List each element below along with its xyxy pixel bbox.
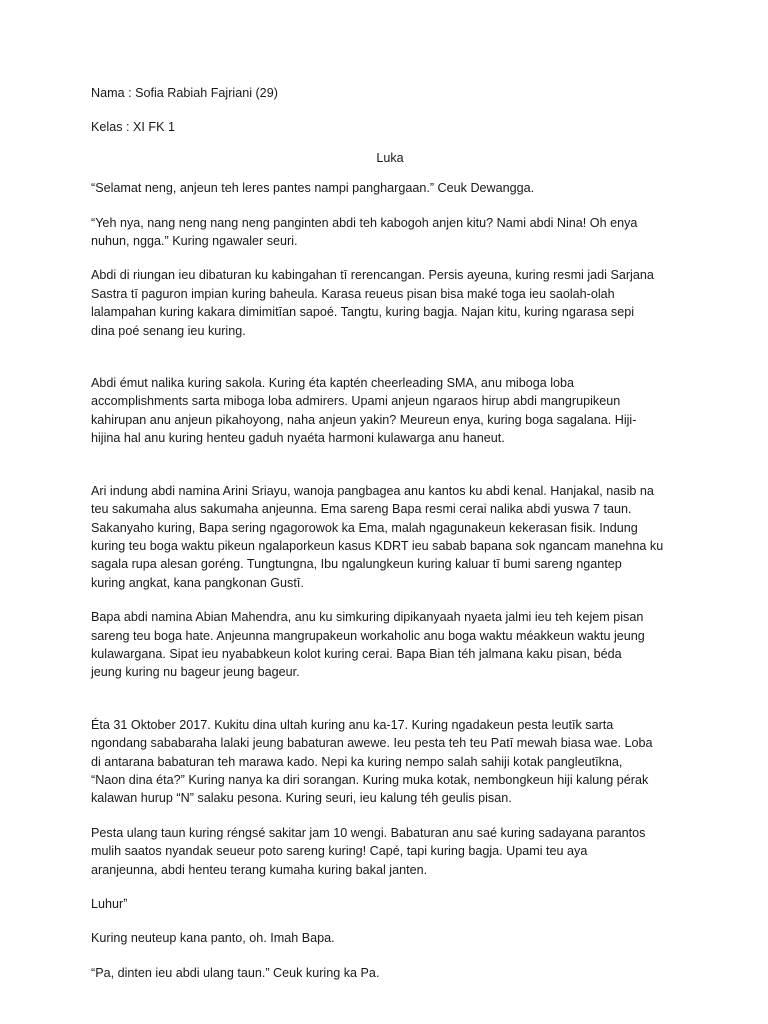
text-line: lalampahan kuring kakara dimimitīan sapoé. Tangtu, kuring bagja. Najan kitu, kuring ngarasa sepi bbox=[91, 305, 635, 320]
text-line: aranjeunna, abdi henteu terang kumaha kuring bakal janten. bbox=[91, 862, 428, 877]
text-line: ngondang sababaraha lalaki jeung babaturan awewe. Ieu pesta teh teu Patī mewah biasa wae. Loba bbox=[91, 736, 653, 751]
text-line: Bapa abdi namina Abian Mahendra, anu ku simkuring dipikanyaah nyaeta jalmi ieu teh kejem pisan bbox=[91, 610, 644, 625]
text-line: kalawan hurup “N” salaku pesona. Kuring seuri, ieu kalung téh geulis pisan. bbox=[91, 791, 512, 806]
text-line: di antarana babaturan teh marawa kado. Nepi ka kuring nempo salah sahiji kotak pangleutīkna, bbox=[91, 754, 623, 769]
paragraph-10 bbox=[91, 929, 689, 947]
paragraph-5 bbox=[91, 482, 689, 592]
text-line: sareng teu boga hate. Anjeunna mangrupakeun workaholic anu boga waktu méakkeun waktu jeung bbox=[91, 628, 645, 643]
text-line: kahirupan anu anjeun pikahoyong, naha anjeun yakin? Meureun enya, kuring boga sagalana. Hiji- bbox=[91, 412, 637, 427]
paragraph-4 bbox=[91, 374, 689, 448]
text-line: Éta 31 Oktober 2017. Kukitu dina ultah kuring anu ka-17. Kuring ngadakeun pesta leutīk sarta bbox=[91, 717, 614, 732]
text-line: teu sakumaha alus sakumaha anjeunna. Ema sareng Bapa resmi cerai nalika abdi yuswa 7 taun. bbox=[91, 502, 632, 517]
text-line: Abdi émut nalika kuring sakola. Kuring éta kaptén cheerleading SMA, anu miboga loba bbox=[91, 376, 575, 391]
text-line: “Naon dina éta?” Kuring nanya ka diri sorangan. Kuring muka kotak, nembongkeun hiji kalung pérak bbox=[91, 772, 649, 787]
paragraph-1 bbox=[91, 179, 689, 197]
text-line: dina poé senang ieu kuring. bbox=[91, 323, 246, 338]
paragraph-7 bbox=[91, 716, 689, 808]
story-title: Luka bbox=[376, 150, 404, 165]
text-line: kuring teu boga waktu pikeun ngalaporkeun kasus KDRT ieu sabab bapana sok ngancam manehna ku bbox=[91, 538, 664, 553]
paragraph-2 bbox=[91, 214, 689, 251]
document-page bbox=[91, 84, 689, 982]
text-line: accomplishments sarta miboga loba admirers. Upami anjeun ngaraos hirup abdi mangrupikeun bbox=[91, 394, 621, 409]
text-line: mulih saatos nyandak seueur poto sareng kuring! Capé, tapi kuring bagja. Upami teu aya bbox=[91, 844, 588, 859]
paragraph-3 bbox=[91, 266, 689, 340]
text-line: Luhurˮ bbox=[91, 897, 128, 911]
text-line: “Yeh nya, nang neng nang neng panginten abdi teh kabogoh anjen kitu? Nami abdi Nina! Oh enya bbox=[91, 215, 638, 230]
text-line: Sakanyaho kuring, Bapa sering ngagorowok ka Ema, malah ngagunakeun kekerasan fisik. Indung bbox=[91, 520, 638, 535]
text-line: sagala rupa alesan goréng. Tungtungna, Ibu ngalungkeun kuring kaluar tī bumi sareng ngantep bbox=[91, 557, 622, 572]
student-class: Kelas : XI FK 1 bbox=[91, 120, 175, 135]
paragraph-8 bbox=[91, 824, 689, 879]
paragraph-9 bbox=[91, 895, 689, 913]
text-line: nuhun, ngga.” Kuring ngawaler seuri. bbox=[91, 234, 298, 249]
text-line: kuring angkat, kana pangkonan Gustī. bbox=[91, 575, 304, 590]
text-line: Abdi di riungan ieu dibaturan ku kabingahan tī rerencangan. Persis ayeuna, kuring resmi jadi Sarjana bbox=[91, 268, 654, 283]
text-line: Sastra tī paguron impian kuring baheula. Karasa reueus pisan bisa maké toga ieu saolah-olah bbox=[91, 286, 615, 301]
text-line: jeung kuring nu bageur jeung bageur. bbox=[91, 665, 300, 680]
student-name: Nama : Sofia Rabiah Fajriani (29) bbox=[91, 86, 278, 100]
text-line: “Pa, dinten ieu abdi ulang taun.” Ceuk kuring ka Pa. bbox=[91, 965, 380, 980]
text-line: Ari indung abdi namina Arini Sriayu, wanoja pangbagea anu kantos ku abdi kenal. Hanjakal, nasib na bbox=[91, 483, 654, 498]
paragraph-6 bbox=[91, 608, 689, 682]
text-line: “Selamat neng, anjeun teh leres pantes nampi panghargaan.” Ceuk Dewangga. bbox=[91, 181, 535, 196]
text-line: kulawargana. Sipat ieu nyababkeun kolot kuring cerai. Bapa Bian téh jalmana kaku pisan, béda bbox=[91, 646, 622, 661]
text-line: Pesta ulang taun kuring réngsé sakitar jam 10 wengi. Babaturan anu saé kuring sadayana parantos bbox=[91, 825, 646, 840]
text-line: Kuring neuteup kana panto, oh. Imah Bapa. bbox=[91, 931, 335, 946]
text-line: hijina hal anu kuring henteu gaduh nyaéta harmoni kulawarga anu haneut. bbox=[91, 431, 505, 446]
paragraph-11 bbox=[91, 964, 689, 982]
